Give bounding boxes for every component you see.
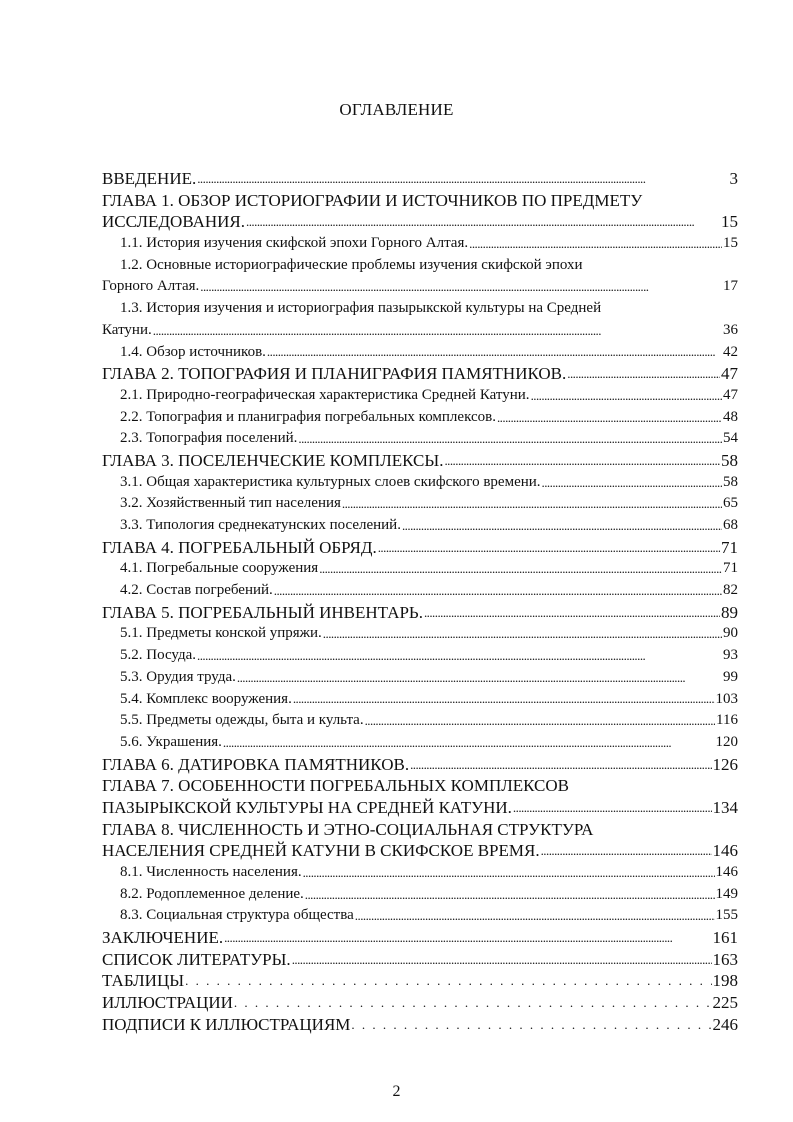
toc-entry-page: 48 [723,408,738,425]
toc-entry [102,992,738,1014]
toc-entry [102,905,738,927]
toc-entry [102,970,738,992]
toc-entry-title: 8.3. Социальная структура общества [120,907,354,924]
toc-entry-title: ПОДПИСИ К ИЛЛЮСТРАЦИЯМ [102,1014,351,1034]
toc-entry-page: 58 [723,473,738,490]
toc-entry [102,233,738,255]
toc-entry [102,407,738,429]
toc-entry-page: 161 [712,928,738,948]
toc-entry-page: 225 [712,993,738,1013]
toc-entry-title: 5.3. Орудия труда. [120,668,236,685]
toc-entry-title: ГЛАВА 8. ЧИСЛЕННОСТЬ И ЭТНО-СОЦИАЛЬНАЯ СТРУКТУРА [102,819,594,839]
toc-entry [102,949,738,971]
toc-entry-page: 163 [712,949,738,969]
dot-leader [197,168,728,190]
toc-entry-page: 103 [715,690,738,707]
toc-entry [102,884,738,906]
toc-entry [102,298,738,320]
toc-entry-title: ЗАКЛЮЧЕНИЕ. [102,928,224,948]
toc-entry-page: 120 [715,733,738,750]
toc-entry-title: 8.2. Родоплеменное деление. [120,885,304,902]
toc-entry-title: 1.3. История изучения и историография пазырыкской культуры на Средней [120,300,602,317]
dot-leader [303,862,715,884]
toc-entry-page: 93 [723,647,738,664]
toc-entry-title: 5.2. Посуда. [120,647,197,664]
toc-entry [102,775,738,797]
toc-entry-page: 3 [729,169,738,188]
toc-entry-title: 4.2. Состав погребений. [120,582,273,599]
toc-entry-title: ТАБЛИЦЫ [102,971,185,991]
toc-entry [102,255,738,277]
toc-entry-title: 2.3. Топография поселений. [120,430,298,447]
toc-entry-page: 90 [723,625,738,642]
toc-entry [102,623,738,645]
dot-leader [293,689,715,711]
toc-entry-page: 47 [721,364,738,384]
toc-entry [102,385,738,407]
toc-entry-page: 126 [712,754,738,774]
toc-entry [102,927,738,949]
toc-entry-title: ИЛЛЮСТРАЦИИ [102,993,233,1013]
toc-entry-title: ГЛАВА 6. ДАТИРОВКА ПАМЯТНИКОВ. [102,754,410,774]
toc-entry-title: ГЛАВА 3. ПОСЕЛЕНЧЕСКИЕ КОМПЛЕКСЫ. [102,450,444,470]
toc-entry [102,689,738,711]
dot-leader [355,905,715,927]
toc-entry-title: 5.5. Предметы одежды, быта и культа. [120,712,364,729]
dot-leader [274,580,722,602]
toc-entry-page: 99 [723,668,738,685]
toc-entry-page: 42 [723,343,738,360]
toc-entry [102,168,738,190]
toc-entry-title: ПАЗЫРЫКСКОЙ КУЛЬТУРЫ НА СРЕДНЕЙ КАТУНИ. [102,797,512,817]
dot-leader [298,428,722,450]
dot-leader [541,840,712,862]
toc-entry [102,819,738,841]
dot-leader [444,450,720,472]
dot-leader [319,558,722,580]
dot-leader [246,211,720,233]
toc-entry-title: Горного Алтая. [102,278,200,295]
toc-entry-page: 155 [715,907,738,924]
dot-leader [153,320,722,342]
toc-entry [102,493,738,515]
toc-entry-title: ИССЛЕДОВАНИЯ. [102,212,246,232]
dot-leader [469,233,722,255]
dot-leader [305,884,715,906]
dot-leader [365,710,715,732]
dot-leader [234,992,712,1014]
toc-entry-title: ГЛАВА 5. ПОГРЕБАЛЬНЫЙ ИНВЕНТАРЬ. [102,602,423,622]
toc-entry [102,363,738,385]
toc-entry-page: 65 [723,495,738,512]
dot-leader [351,1014,711,1036]
toc-entry-page: 71 [721,537,738,557]
toc-entry [102,840,738,862]
dot-leader [185,970,711,992]
toc-entry [102,428,738,450]
toc-entry [102,537,738,559]
toc-entry-title: 2.1. Природно-географическая характеристика Средней Катуни. [120,386,530,403]
toc-entry [102,862,738,884]
toc-entry [102,276,738,298]
toc-entry-page: 149 [715,885,738,902]
toc-entry [102,580,738,602]
toc-entry-page: 17 [723,278,738,295]
toc-entry [102,320,738,342]
dot-leader [197,645,722,667]
toc-entry-title: СПИСОК ЛИТЕРАТУРЫ. [102,949,291,969]
dot-leader [342,493,722,515]
toc-entry [102,190,738,212]
toc-entry-page: 68 [723,517,738,533]
dot-leader [567,363,720,385]
toc-entry [102,1014,738,1036]
toc-entry-title: ГЛАВА 7. ОСОБЕННОСТИ ПОГРЕБАЛЬНЫХ КОМПЛЕКСОВ [102,776,570,796]
toc-entry-page: 36 [723,321,738,338]
toc-entry-title: ГЛАВА 2. ТОПОГРАФИЯ И ПЛАНИГРАФИЯ ПАМЯТНИКОВ. [102,364,567,384]
dot-leader [410,754,711,776]
toc-entry [102,754,738,776]
toc-entry-title: 2.2. Топография и планиграфия погребальных комплексов. [120,408,496,425]
toc-entry-title: 1.1. История изучения скифской эпохи Горного Алтая. [120,235,469,252]
toc-entry-page: 15 [723,235,738,252]
toc-entry-page: 198 [712,971,738,991]
toc-entry-page: 134 [712,797,738,817]
page-title: ОГЛАВЛЕНИЕ [339,100,454,119]
toc-entry-page: 71 [723,560,738,577]
toc-entry-page: 116 [716,712,738,729]
toc-entry [102,732,738,754]
toc-entry-title: 1.4. Обзор источников. [120,343,266,360]
toc-entry-title: 5.6. Украшения. [120,733,222,750]
toc-entry-title: Катуни. [102,321,152,338]
toc-entry-page: 146 [715,864,738,880]
dot-leader [237,667,722,689]
dot-leader [402,515,722,537]
toc-entry-title: НАСЕЛЕНИЯ СРЕДНЕЙ КАТУНИ В СКИФСКОЕ ВРЕМЯ. [102,841,540,861]
toc-entry [102,450,738,472]
toc-entry [102,645,738,667]
toc-entry-title: ГЛАВА 4. ПОГРЕБАЛЬНЫЙ ОБРЯД. [102,537,377,557]
toc-entry-title: 3.2. Хозяйственный тип населения [120,495,341,512]
toc-entry-title: 1.2. Основные историографические проблемы изучения скифской эпохи [120,256,583,273]
dot-leader [424,602,720,624]
toc-entry [102,667,738,689]
dot-leader [542,472,722,494]
dot-leader [497,407,722,429]
toc-entry-page: 89 [721,602,738,622]
toc-entry-title: ВВЕДЕНИЕ. [102,169,197,188]
toc-entry-page: 15 [721,212,738,232]
toc-entry-title: 3.3. Типология среднекатунских поселений. [120,517,401,533]
toc-entry-title: 4.1. Погребальные сооружения [120,560,319,577]
dot-leader [223,732,715,754]
dot-leader [224,927,711,949]
toc-entry-title: 3.1. Общая характеристика культурных слоев скифского времени. [120,473,541,490]
toc-entry [102,211,738,233]
toc-entry [102,558,738,580]
toc-entry-title: 5.4. Комплекс вооружения. [120,690,292,707]
dot-leader [267,342,722,364]
toc-entry [102,710,738,732]
toc-entry-page: 246 [712,1014,738,1034]
toc-entry-title: 5.1. Предметы конской упряжи. [120,625,322,642]
dot-leader [531,385,722,407]
toc-entry-page: 82 [723,582,738,599]
toc-entry [102,602,738,624]
dot-leader [378,537,720,559]
dot-leader [513,797,712,819]
toc-entry-page: 47 [723,386,738,403]
toc-entry [102,342,738,364]
toc-entry-title: 8.1. Численность населения. [120,864,302,880]
toc-entry [102,797,738,819]
table-of-contents [102,168,738,1036]
toc-entry-page: 146 [712,841,738,861]
dot-leader [323,623,722,645]
toc-entry-title: ГЛАВА 1. ОБЗОР ИСТОРИОГРАФИИ И ИСТОЧНИКОВ ПО ПРЕДМЕТУ [102,190,643,210]
toc-entry-page: 58 [721,450,738,470]
dot-leader [200,276,722,298]
toc-entry [102,472,738,494]
page-number: 2 [392,1083,401,1100]
toc-entry-page: 54 [723,430,738,447]
toc-entry [102,515,738,537]
dot-leader [292,949,712,971]
